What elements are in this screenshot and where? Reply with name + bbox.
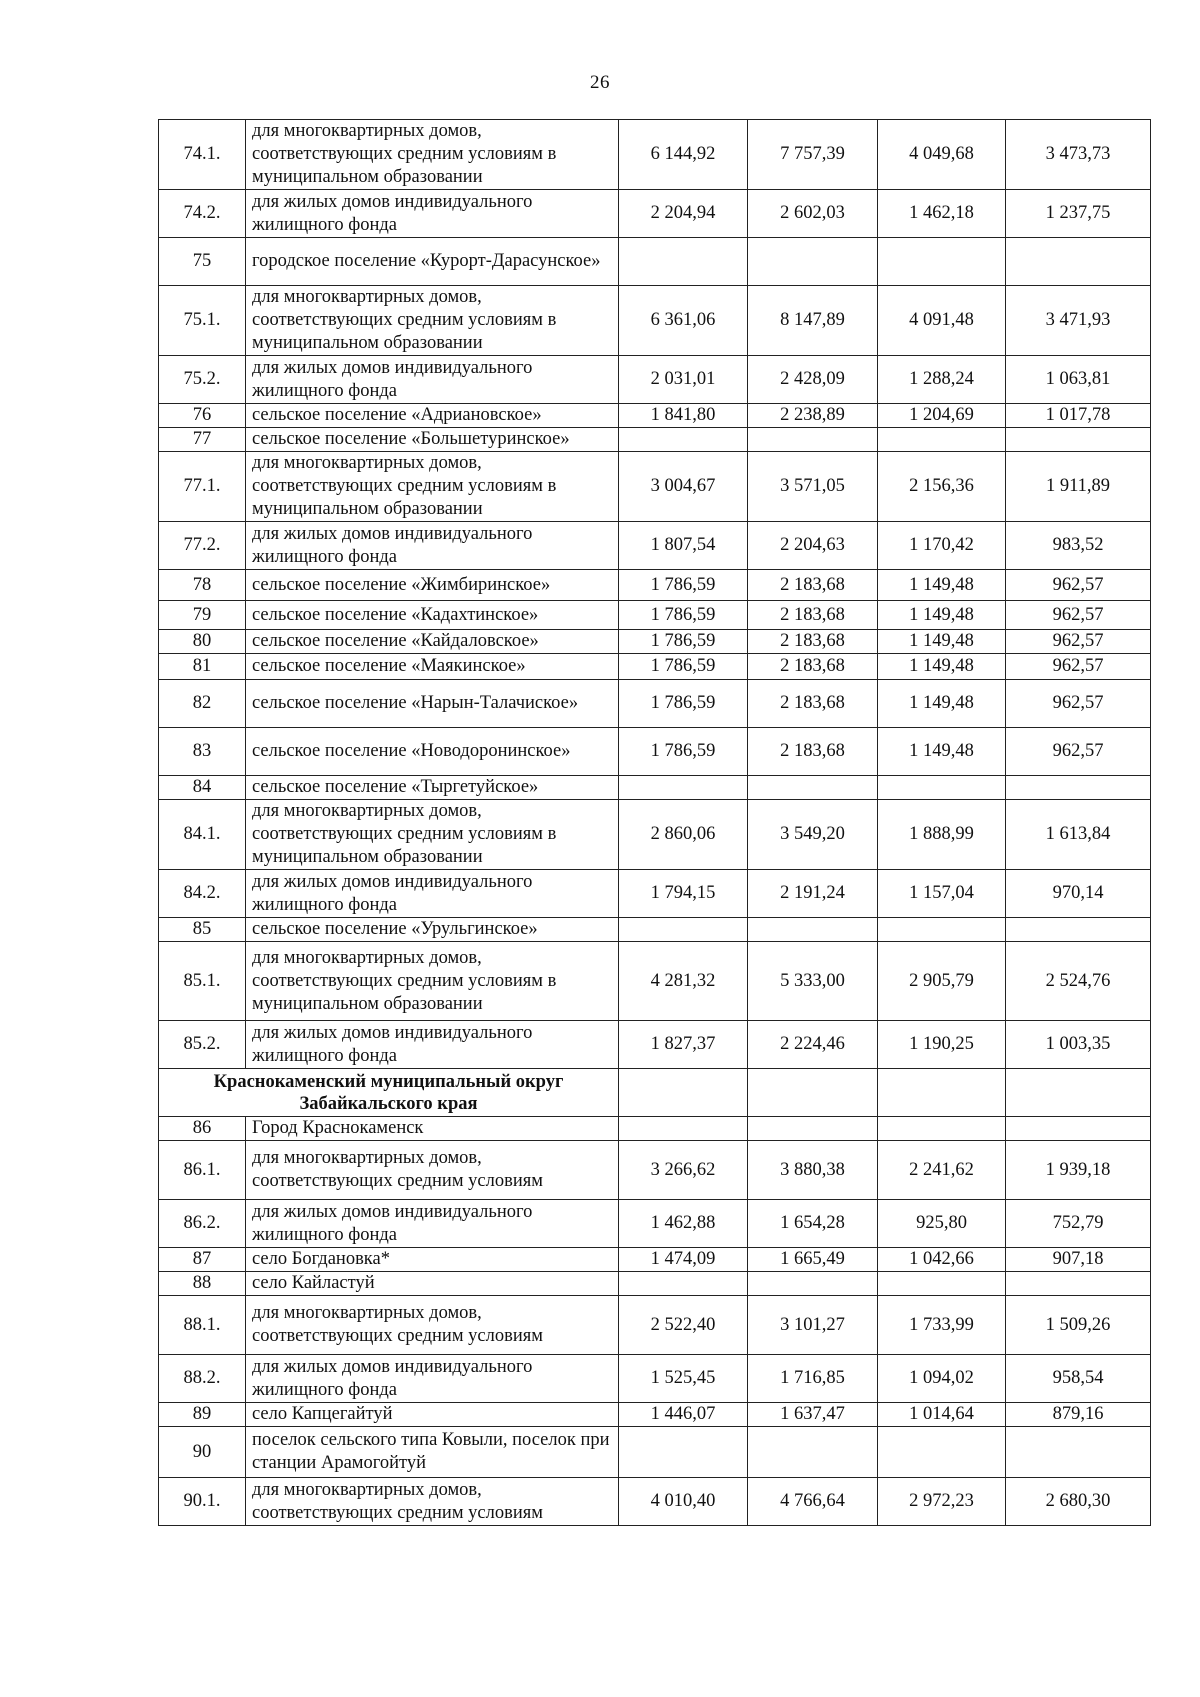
table-row xyxy=(159,942,1151,1021)
value-cell: 1 094,02 xyxy=(878,1355,1006,1403)
row-number: 86 xyxy=(159,1117,246,1141)
row-name: для жилых домов индивидуального жилищного фонда xyxy=(246,1021,619,1069)
row-name: для жилых домов индивидуального жилищного фонда xyxy=(246,190,619,238)
value-cell: 3 571,05 xyxy=(748,452,878,522)
value-cell: 2 204,63 xyxy=(748,522,878,570)
value-cell xyxy=(878,1069,1006,1117)
row-number: 88 xyxy=(159,1272,246,1296)
value-cell: 2 183,68 xyxy=(748,630,878,654)
value-cell: 1 462,18 xyxy=(878,190,1006,238)
row-name: для многоквартирных домов, соответствующих средним условиям в муниципальном образовании xyxy=(246,286,619,356)
value-cell xyxy=(619,1427,748,1478)
table-row xyxy=(159,1272,1151,1296)
value-cell xyxy=(619,428,748,452)
row-name: сельское поселение «Урульгинское» xyxy=(246,918,619,942)
value-cell: 2 241,62 xyxy=(878,1141,1006,1200)
row-name: для жилых домов индивидуального жилищного фонда xyxy=(246,356,619,404)
row-number: 84.1. xyxy=(159,800,246,870)
value-cell xyxy=(1006,1427,1151,1478)
value-cell: 2 238,89 xyxy=(748,404,878,428)
value-cell xyxy=(748,1427,878,1478)
value-cell: 962,57 xyxy=(1006,680,1151,728)
table-row xyxy=(159,776,1151,800)
value-cell: 962,57 xyxy=(1006,728,1151,776)
value-cell xyxy=(748,918,878,942)
row-name: для многоквартирных домов, соответствующих средним условиям в муниципальном образовании xyxy=(246,452,619,522)
value-cell xyxy=(878,1272,1006,1296)
value-cell: 1 786,59 xyxy=(619,570,748,601)
value-cell xyxy=(748,776,878,800)
table-row xyxy=(159,1427,1151,1478)
row-number: 75.1. xyxy=(159,286,246,356)
value-cell: 2 905,79 xyxy=(878,942,1006,1021)
table-row xyxy=(159,800,1151,870)
value-cell: 2 183,68 xyxy=(748,728,878,776)
row-name: сельское поселение «Тыргетуйское» xyxy=(246,776,619,800)
value-cell: 958,54 xyxy=(1006,1355,1151,1403)
value-cell xyxy=(1006,1272,1151,1296)
value-cell: 1 637,47 xyxy=(748,1403,878,1427)
value-cell xyxy=(1006,428,1151,452)
value-cell: 4 091,48 xyxy=(878,286,1006,356)
table-row xyxy=(159,654,1151,680)
row-number: 85 xyxy=(159,918,246,942)
value-cell: 1 786,59 xyxy=(619,728,748,776)
row-name: село Капцегайтуй xyxy=(246,1403,619,1427)
value-cell: 1 654,28 xyxy=(748,1200,878,1248)
value-cell: 2 522,40 xyxy=(619,1296,748,1355)
value-cell: 907,18 xyxy=(1006,1248,1151,1272)
row-number: 85.1. xyxy=(159,942,246,1021)
row-number: 81 xyxy=(159,654,246,680)
row-name: поселок сельского типа Ковыли, поселок при станции Арамогойтуй xyxy=(246,1427,619,1478)
value-cell: 2 204,94 xyxy=(619,190,748,238)
row-number: 84 xyxy=(159,776,246,800)
value-cell xyxy=(878,918,1006,942)
value-cell: 1 149,48 xyxy=(878,654,1006,680)
value-cell xyxy=(1006,918,1151,942)
row-name: сельское поселение «Адриановское» xyxy=(246,404,619,428)
value-cell: 2 524,76 xyxy=(1006,942,1151,1021)
value-cell: 1 509,26 xyxy=(1006,1296,1151,1355)
row-name: сельское поселение «Нарын-Талачиское» xyxy=(246,680,619,728)
value-cell: 3 880,38 xyxy=(748,1141,878,1200)
value-cell: 879,16 xyxy=(1006,1403,1151,1427)
tariff-table xyxy=(158,119,1151,1526)
value-cell xyxy=(748,238,878,286)
value-cell: 2 191,24 xyxy=(748,870,878,918)
row-name: для многоквартирных домов, соответствующих средним условиям xyxy=(246,1478,619,1526)
row-number: 77.2. xyxy=(159,522,246,570)
row-number: 75.2. xyxy=(159,356,246,404)
value-cell: 1 014,64 xyxy=(878,1403,1006,1427)
value-cell xyxy=(1006,1069,1151,1117)
value-cell: 1 733,99 xyxy=(878,1296,1006,1355)
table-row xyxy=(159,238,1151,286)
table-row xyxy=(159,404,1151,428)
value-cell: 1 237,75 xyxy=(1006,190,1151,238)
value-cell: 2 183,68 xyxy=(748,601,878,630)
table-row xyxy=(159,1141,1151,1200)
value-cell: 1 149,48 xyxy=(878,728,1006,776)
value-cell: 1 911,89 xyxy=(1006,452,1151,522)
value-cell: 1 827,37 xyxy=(619,1021,748,1069)
value-cell: 1 786,59 xyxy=(619,601,748,630)
page-number: 26 xyxy=(590,72,610,93)
table-row xyxy=(159,1117,1151,1141)
value-cell: 1 190,25 xyxy=(878,1021,1006,1069)
row-number: 80 xyxy=(159,630,246,654)
row-name: для жилых домов индивидуального жилищного фонда xyxy=(246,1355,619,1403)
section-title: Краснокаменский муниципальный округ Забайкальского края xyxy=(159,1069,619,1117)
row-name: для многоквартирных домов, соответствующих средним условиям xyxy=(246,1296,619,1355)
row-number: 78 xyxy=(159,570,246,601)
value-cell: 962,57 xyxy=(1006,630,1151,654)
table-row xyxy=(159,570,1151,601)
value-cell: 1 786,59 xyxy=(619,680,748,728)
row-number: 76 xyxy=(159,404,246,428)
row-name: для жилых домов индивидуального жилищного фонда xyxy=(246,870,619,918)
table-row xyxy=(159,680,1151,728)
value-cell: 2 224,46 xyxy=(748,1021,878,1069)
value-cell: 752,79 xyxy=(1006,1200,1151,1248)
value-cell: 5 333,00 xyxy=(748,942,878,1021)
row-number: 86.1. xyxy=(159,1141,246,1200)
value-cell: 4 281,32 xyxy=(619,942,748,1021)
row-name: Город Краснокаменск xyxy=(246,1117,619,1141)
value-cell xyxy=(1006,238,1151,286)
value-cell: 1 786,59 xyxy=(619,654,748,680)
table-row xyxy=(159,428,1151,452)
row-number: 77.1. xyxy=(159,452,246,522)
value-cell: 3 473,73 xyxy=(1006,120,1151,190)
value-cell: 1 446,07 xyxy=(619,1403,748,1427)
value-cell: 1 063,81 xyxy=(1006,356,1151,404)
value-cell: 8 147,89 xyxy=(748,286,878,356)
table-row xyxy=(159,452,1151,522)
table-row xyxy=(159,728,1151,776)
value-cell: 2 680,30 xyxy=(1006,1478,1151,1526)
row-number: 86.2. xyxy=(159,1200,246,1248)
value-cell: 1 841,80 xyxy=(619,404,748,428)
row-name: городское поселение «Курорт-Дарасунское» xyxy=(246,238,619,286)
value-cell: 1 888,99 xyxy=(878,800,1006,870)
value-cell: 962,57 xyxy=(1006,570,1151,601)
value-cell: 2 428,09 xyxy=(748,356,878,404)
row-number: 75 xyxy=(159,238,246,286)
row-name: для многоквартирных домов, соответствующих средним условиям в муниципальном образовании xyxy=(246,120,619,190)
value-cell xyxy=(619,1117,748,1141)
row-number: 90 xyxy=(159,1427,246,1478)
row-number: 74.1. xyxy=(159,120,246,190)
row-name: сельское поселение «Кайдаловское» xyxy=(246,630,619,654)
value-cell: 4 766,64 xyxy=(748,1478,878,1526)
value-cell xyxy=(748,1069,878,1117)
value-cell: 1 017,78 xyxy=(1006,404,1151,428)
value-cell xyxy=(619,918,748,942)
section-header-row xyxy=(159,1069,1151,1117)
value-cell: 3 471,93 xyxy=(1006,286,1151,356)
value-cell: 970,14 xyxy=(1006,870,1151,918)
value-cell: 1 149,48 xyxy=(878,570,1006,601)
table-row xyxy=(159,1296,1151,1355)
row-name: для жилых домов индивидуального жилищного фонда xyxy=(246,1200,619,1248)
row-name: село Кайластуй xyxy=(246,1272,619,1296)
value-cell xyxy=(1006,776,1151,800)
value-cell xyxy=(878,1117,1006,1141)
value-cell xyxy=(878,238,1006,286)
row-number: 88.1. xyxy=(159,1296,246,1355)
value-cell xyxy=(878,776,1006,800)
row-number: 87 xyxy=(159,1248,246,1272)
row-number: 84.2. xyxy=(159,870,246,918)
table-row xyxy=(159,1021,1151,1069)
value-cell: 3 101,27 xyxy=(748,1296,878,1355)
table-row xyxy=(159,1200,1151,1248)
value-cell: 6 361,06 xyxy=(619,286,748,356)
row-name: для жилых домов индивидуального жилищного фонда xyxy=(246,522,619,570)
value-cell: 1 794,15 xyxy=(619,870,748,918)
value-cell xyxy=(619,1272,748,1296)
value-cell: 2 860,06 xyxy=(619,800,748,870)
value-cell: 1 149,48 xyxy=(878,680,1006,728)
value-cell: 1 807,54 xyxy=(619,522,748,570)
value-cell xyxy=(619,1069,748,1117)
value-cell: 2 183,68 xyxy=(748,570,878,601)
row-name: село Богдановка* xyxy=(246,1248,619,1272)
table-row xyxy=(159,190,1151,238)
value-cell xyxy=(1006,1117,1151,1141)
value-cell: 983,52 xyxy=(1006,522,1151,570)
row-number: 90.1. xyxy=(159,1478,246,1526)
row-number: 85.2. xyxy=(159,1021,246,1069)
table-row xyxy=(159,1355,1151,1403)
value-cell: 1 786,59 xyxy=(619,630,748,654)
value-cell: 2 602,03 xyxy=(748,190,878,238)
table-row xyxy=(159,286,1151,356)
row-number: 88.2. xyxy=(159,1355,246,1403)
value-cell: 962,57 xyxy=(1006,654,1151,680)
table-row xyxy=(159,1248,1151,1272)
table-row xyxy=(159,1478,1151,1526)
value-cell: 962,57 xyxy=(1006,601,1151,630)
row-name: сельское поселение «Большетуринское» xyxy=(246,428,619,452)
value-cell: 1 149,48 xyxy=(878,601,1006,630)
value-cell: 1 939,18 xyxy=(1006,1141,1151,1200)
value-cell: 3 266,62 xyxy=(619,1141,748,1200)
value-cell: 1 042,66 xyxy=(878,1248,1006,1272)
table-row xyxy=(159,522,1151,570)
row-name: сельское поселение «Жимбиринское» xyxy=(246,570,619,601)
value-cell: 2 972,23 xyxy=(878,1478,1006,1526)
value-cell: 3 549,20 xyxy=(748,800,878,870)
value-cell: 1 149,48 xyxy=(878,630,1006,654)
value-cell: 1 204,69 xyxy=(878,404,1006,428)
table-row xyxy=(159,356,1151,404)
row-name: сельское поселение «Маякинское» xyxy=(246,654,619,680)
value-cell xyxy=(619,238,748,286)
row-number: 83 xyxy=(159,728,246,776)
value-cell xyxy=(748,1272,878,1296)
tariff-table-body xyxy=(159,120,1151,1526)
row-number: 77 xyxy=(159,428,246,452)
value-cell: 1 157,04 xyxy=(878,870,1006,918)
value-cell: 4 049,68 xyxy=(878,120,1006,190)
value-cell: 1 462,88 xyxy=(619,1200,748,1248)
table-row xyxy=(159,918,1151,942)
value-cell: 2 183,68 xyxy=(748,654,878,680)
value-cell: 1 665,49 xyxy=(748,1248,878,1272)
row-number: 79 xyxy=(159,601,246,630)
value-cell: 2 183,68 xyxy=(748,680,878,728)
value-cell xyxy=(619,776,748,800)
value-cell: 1 525,45 xyxy=(619,1355,748,1403)
value-cell: 1 288,24 xyxy=(878,356,1006,404)
value-cell: 7 757,39 xyxy=(748,120,878,190)
value-cell: 1 474,09 xyxy=(619,1248,748,1272)
value-cell xyxy=(878,1427,1006,1478)
value-cell: 6 144,92 xyxy=(619,120,748,190)
value-cell: 1 613,84 xyxy=(1006,800,1151,870)
value-cell: 3 004,67 xyxy=(619,452,748,522)
row-name: сельское поселение «Кадахтинское» xyxy=(246,601,619,630)
value-cell: 1 170,42 xyxy=(878,522,1006,570)
row-name: для многоквартирных домов, соответствующих средним условиям в муниципальном образовании xyxy=(246,800,619,870)
row-number: 74.2. xyxy=(159,190,246,238)
value-cell xyxy=(878,428,1006,452)
table-row xyxy=(159,630,1151,654)
table-row xyxy=(159,870,1151,918)
row-name: для многоквартирных домов, соответствующих средним условиям в муниципальном образовании xyxy=(246,942,619,1021)
value-cell: 2 031,01 xyxy=(619,356,748,404)
table-row xyxy=(159,120,1151,190)
value-cell: 4 010,40 xyxy=(619,1478,748,1526)
value-cell: 1 003,35 xyxy=(1006,1021,1151,1069)
table-row xyxy=(159,601,1151,630)
row-number: 82 xyxy=(159,680,246,728)
value-cell: 2 156,36 xyxy=(878,452,1006,522)
value-cell xyxy=(748,428,878,452)
value-cell: 1 716,85 xyxy=(748,1355,878,1403)
table-row xyxy=(159,1403,1151,1427)
row-name: сельское поселение «Новодоронинское» xyxy=(246,728,619,776)
value-cell: 925,80 xyxy=(878,1200,1006,1248)
row-name: для многоквартирных домов, соответствующих средним условиям xyxy=(246,1141,619,1200)
value-cell xyxy=(748,1117,878,1141)
row-number: 89 xyxy=(159,1403,246,1427)
